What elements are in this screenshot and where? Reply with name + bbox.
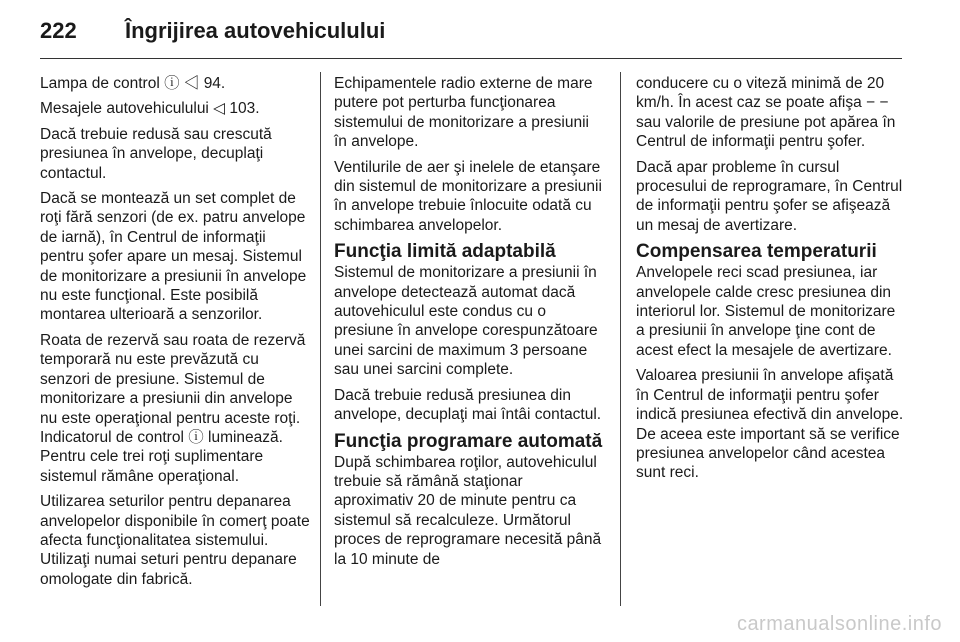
- paragraph: Dacă trebuie redusă presiunea din anvelope, decuplaţi mai întâi contactul.: [334, 386, 602, 424]
- watermark: carmanualsonline.info: [736, 613, 942, 635]
- header-divider: [40, 58, 902, 59]
- page-header: [40, 12, 900, 52]
- text-column-3: [636, 74, 906, 489]
- paragraph: Dacă trebuie redusă sau crescută presiunea în anvelope, decuplaţi contactul.: [40, 125, 272, 182]
- paragraph: Utilizarea seturilor pentru depanarea anvelopelor disponibile în comerţ poate afecta funcţionalitatea sistemului. Utilizaţi numai seturi pentru depanare omologate din fabrică.: [40, 493, 310, 588]
- section-heading: Funcţia limită adaptabilă: [334, 241, 556, 263]
- paragraph: Roata de rezervă sau roata de rezervă temporară nu este prevăzută cu senzori de presiune. Sistemul de monitorizare a presiunii din anvelope nu este operaţional pentru aceste roţi. Indicatorul de control ⓘ luminează. Pentru cele trei roţi suplimentare sistemul rămâne operaţional.: [40, 331, 306, 485]
- paragraph: Dacă apar probleme în cursul procesului de reprogramare, în Centrul de informaţii pentru şofer se afişează un mesaj de avertizare.: [636, 158, 903, 234]
- paragraph: Echipamentele radio externe de mare putere pot perturba funcţionarea sistemului de monitorizare a presiunii în anvelope.: [334, 75, 593, 151]
- paragraph: Lampa de control ⓘ ◁ 94.: [40, 75, 226, 92]
- paragraph: Dacă se montează un set complet de roţi fără senzori (de ex. patru anvelope de iarnă), în Centrul de informaţii pentru şofer apare un mesaj. Sistemul de monitorizare a presiunii în anvelope nu este funcţional. Este posibilă montarea ulterioară a senzorilor.: [40, 190, 307, 324]
- paragraph: După schimbarea roţilor, autovehiculul trebuie să rămână staţionar aproximativ 20 de minute pentru ca sistemul să recalculeze. Următorul proces de reprogramare necesită până la 10 minute de: [334, 453, 602, 568]
- paragraph: Ventilurile de aer şi inelele de etanşare din sistemul de monitorizare a presiunii în anvelope trebuie înlocuite odată cu schimbarea anvelopelor.: [334, 158, 602, 234]
- paragraph: Sistemul de monitorizare a presiunii în anvelope detectează automat dacă autovehiculul este condus cu o presiune în anvelope corespunzătoare unei sarcini de maximum 3 persoane sau unei sarcini complete.: [334, 264, 598, 379]
- column-divider-2: [620, 72, 621, 606]
- section-heading: Compensarea temperaturii: [636, 241, 877, 263]
- text-column-1: [40, 74, 310, 595]
- paragraph: conducere cu o viteză minimă de 20 km/h. În acest caz se poate afişa − − sau valorile de presiune pot apărea în Centrul de informaţii pentru şofer.: [636, 75, 896, 151]
- paragraph: Anvelopele reci scad presiunea, iar anvelopele calde cresc presiunea din interiorul lor. Sistemul de monitorizare a presiunii în anvelope ţine cont de acest efect la mesajele de avertizare.: [636, 264, 896, 359]
- text-column-2: [334, 74, 604, 575]
- chapter-title: Îngrijirea autovehiculului: [125, 18, 386, 43]
- paragraph: Mesajele autovehiculului ◁ 103.: [40, 100, 260, 118]
- page-number: 222: [40, 18, 77, 43]
- section-heading: Funcţia programare automată: [334, 430, 603, 452]
- paragraph: Valoarea presiunii în anvelope afişată în Centrul de informaţii pentru şofer indică presiunea efectivă din anvelope. De aceea este important să se verifice presiunea anvelopelor când acestea sunt reci.: [636, 367, 904, 482]
- column-divider-1: [320, 72, 321, 606]
